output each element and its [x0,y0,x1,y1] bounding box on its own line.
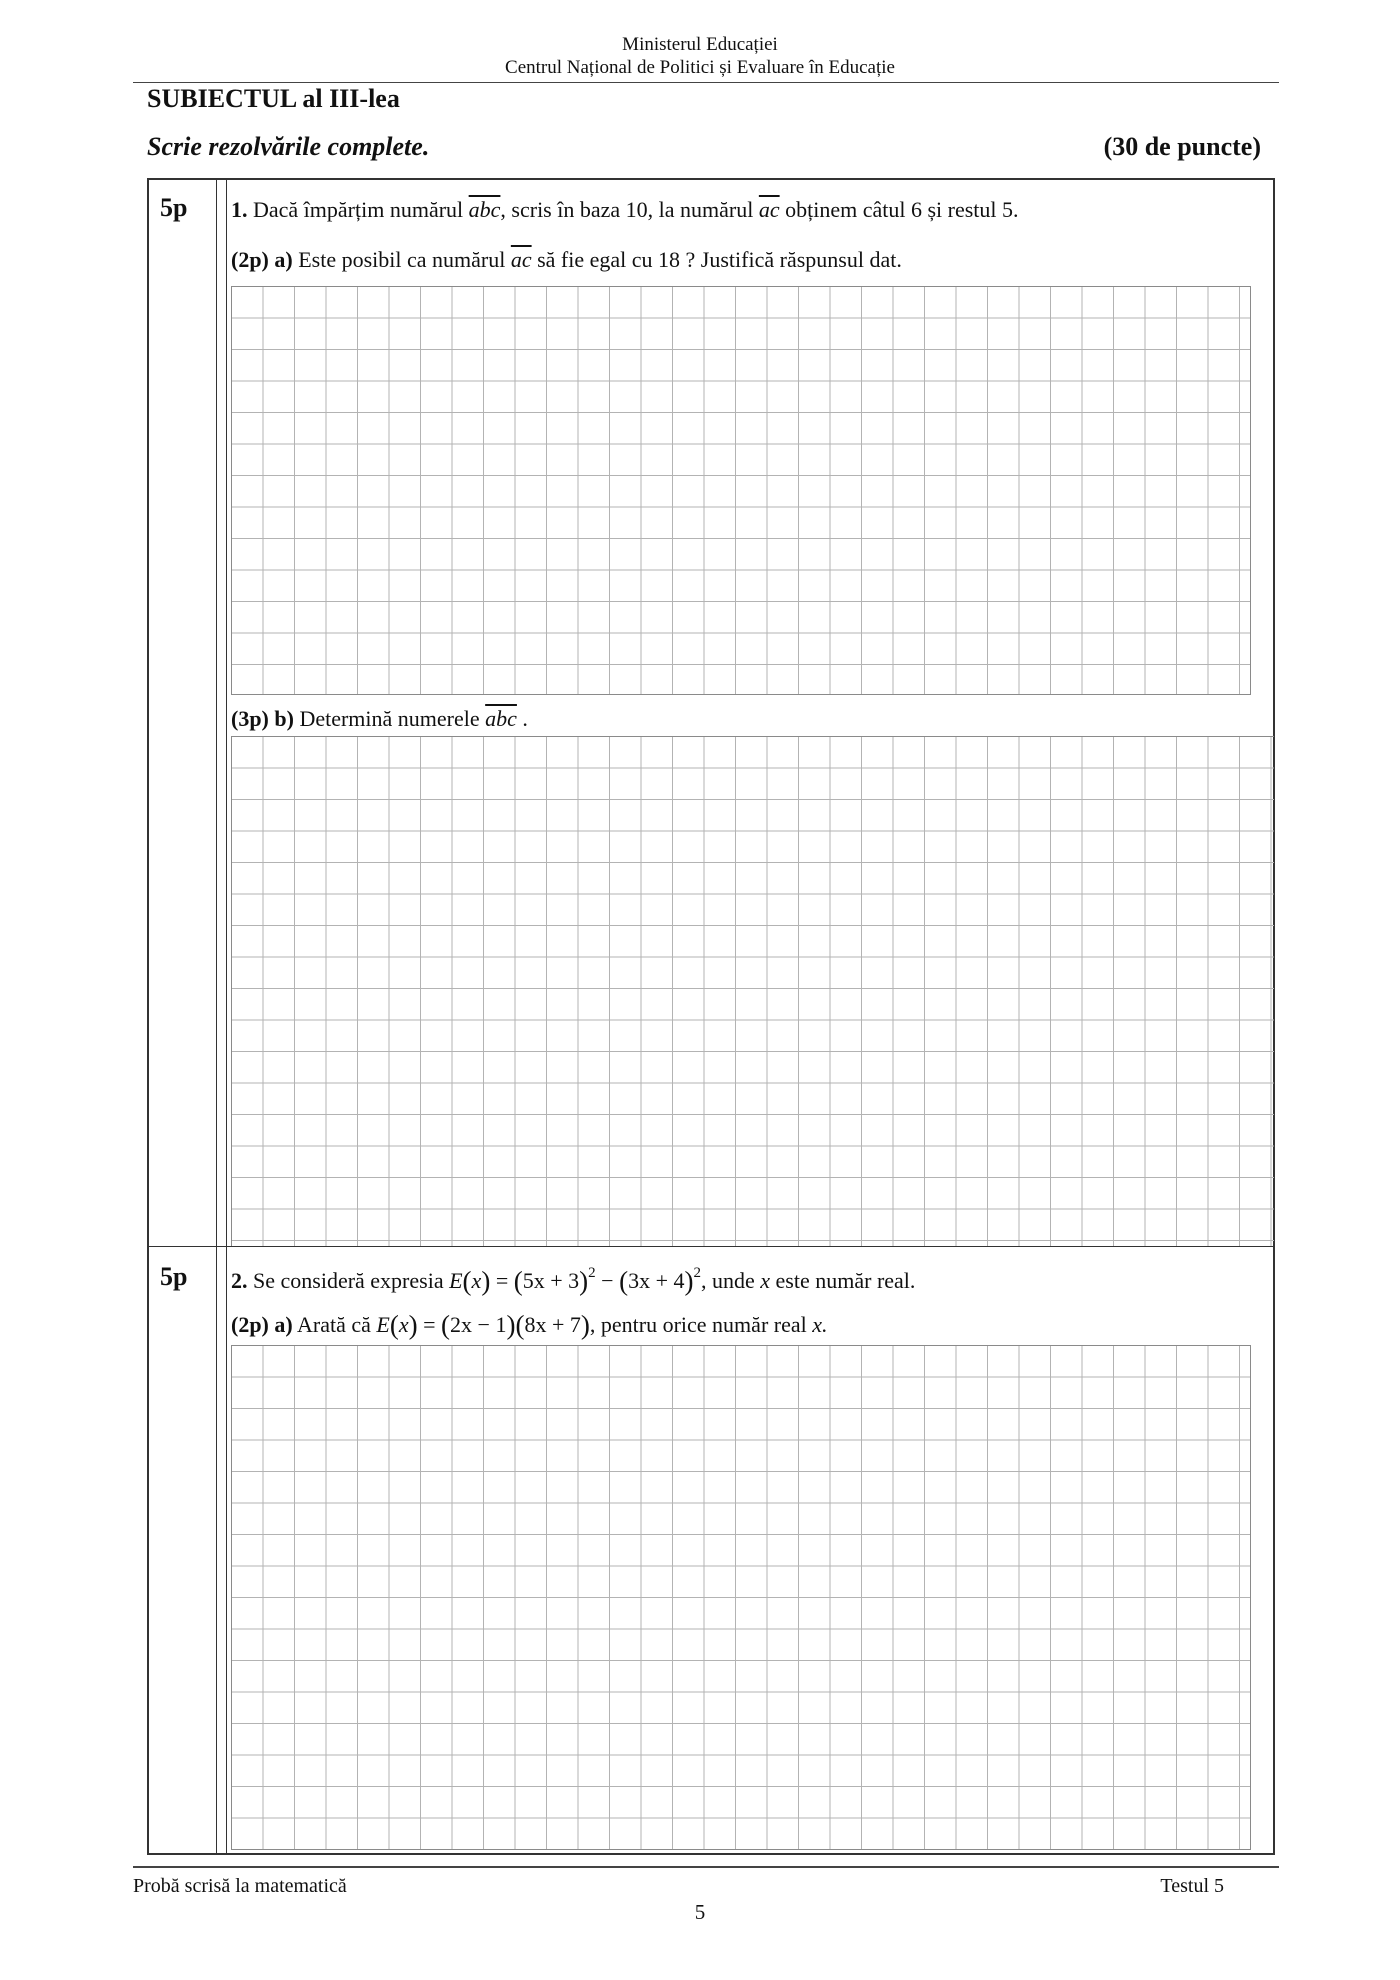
problem-1-text-3: obținem câtul 6 și restul 5. [785,197,1019,222]
answer-grid-1b[interactable] [231,736,1274,1246]
problem-2a-text-2: pentru orice număr real [600,1312,807,1337]
problem-1b-abc: $\overline{abc}$ [485,706,517,731]
expr-lhs: E [449,1268,463,1293]
problem-1-text-2: , scris în baza 10, la numărul [500,197,754,222]
problem-1b-label: b) [274,706,294,731]
problem-divider [148,1246,1274,1247]
problem-2-var: x [760,1268,771,1293]
problem-1a-text-2: să fie egal cu 18 ? Justifică răspunsul dat. [537,247,902,272]
footer-rule [133,1866,1279,1868]
problem-2-text-3: este număr real. [775,1268,916,1293]
problem-1a-text-1: Este posibil ca numărul [298,247,506,272]
problem-1-statement [231,197,1019,223]
problem-1a-statement [231,247,902,273]
problem-1-number: 1. [231,197,248,222]
expr2-factor2: 8x + 7 [524,1312,581,1337]
points-column-divider-inner [226,179,227,1854]
problem-1b-end: . [522,706,528,731]
expr2-var: x [398,1312,409,1337]
expr2-lhs: E [376,1312,390,1337]
footer-page-number: 5 [694,1900,706,1924]
problem-1-abc: $\overline{abc}$ [468,197,501,222]
problem-1a-ac: $\overline{ac}$ [510,247,532,272]
problem-2-text-2: , unde [701,1268,755,1293]
footer-test-number: Testul 5 [1160,1875,1224,1897]
subject-title: SUBIECTUL al III-lea [147,84,400,113]
expr-var: x [471,1268,482,1293]
answer-grid-1a[interactable] [231,286,1251,695]
header-center: Centrul Național de Politici și Evaluare în Educație [505,57,895,78]
header-ministry: Ministerul Educației [622,34,778,55]
problem-1a-label: a) [274,247,293,272]
expr-exp-1: 2 [588,1265,596,1281]
points-column-divider [216,179,217,1854]
subject-points: (30 de puncte) [1103,132,1261,161]
problem-2-text-1: Se consideră expresia [253,1268,444,1293]
problem-1b-statement [231,706,528,732]
problem-2a-points: (2p) [231,1312,269,1337]
problem-2a-statement: (2p) a) Arată că E(x) = (2x − 1)(8x + 7), pentru orice număr real x. [231,1310,828,1340]
problem-1-text-1: Dacă împărțim numărul [253,197,464,222]
problem-2a-label: a) [274,1312,293,1337]
problem-2-statement: 2. Se consideră expresia $E(x) = (5x + 3)^2 - (3x + 4)^2$, unde x este număr real. [231,1265,916,1296]
problem-1a-points: (2p) [231,247,269,272]
answer-grid-2a[interactable] [231,1345,1251,1850]
problem-1-ac: $\overline{ac}$ [758,197,780,222]
expr-exp-2: 2 [693,1265,701,1281]
header-rule [133,82,1279,83]
problem-2a-var: x. [812,1312,828,1337]
expr2-factor1: 2x − 1 [450,1312,507,1337]
problem-2a-text-1: Arată că [297,1312,371,1337]
footer-exam-name: Probă scrisă la matematică [133,1875,347,1897]
problem-1-points: 5p [160,193,188,222]
subject-instruction: Scrie rezolvările complete. [147,132,430,161]
problem-2-points: 5p [160,1262,188,1291]
expr-term1: 5x + 3 [522,1268,580,1293]
problem-1b-points: (3p) [231,706,269,731]
expr-term2: 3x + 4 [628,1268,685,1293]
problem-1b-text: Determină numerele [299,706,480,731]
problem-2-number: 2. [231,1268,248,1293]
